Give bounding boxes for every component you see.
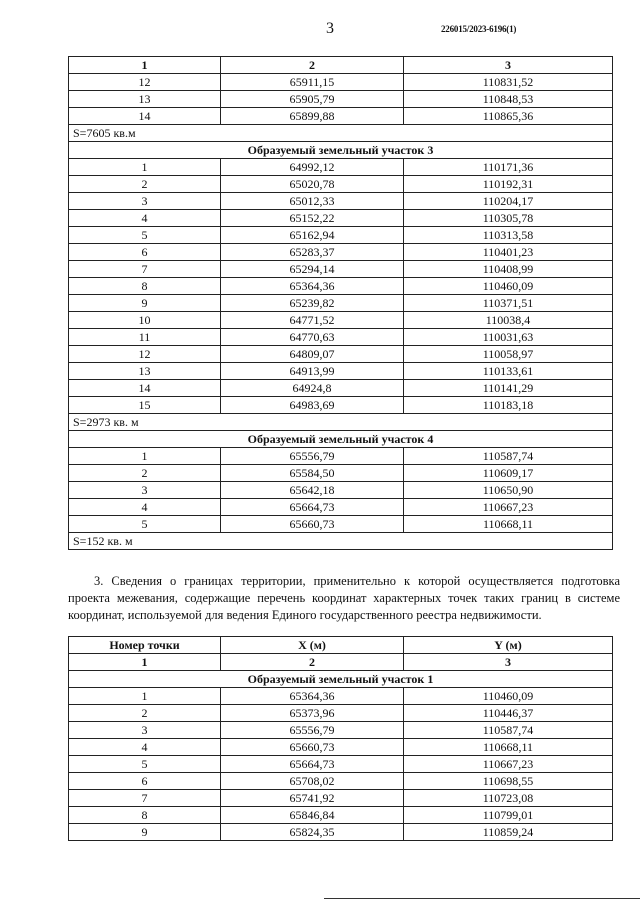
- point-number-cell: 6: [69, 773, 221, 790]
- table-row: [69, 380, 613, 397]
- y-coordinate-cell: 110038,4: [404, 312, 613, 329]
- section-title: Образуемый земельный участок 1: [69, 671, 613, 688]
- y-coordinate-cell: 110865,36: [404, 108, 613, 125]
- section-row: [69, 671, 613, 688]
- table-row: [69, 329, 613, 346]
- y-coordinate-cell: 110667,23: [404, 499, 613, 516]
- table-row: [69, 773, 613, 790]
- table-row: [69, 722, 613, 739]
- table-row: [69, 739, 613, 756]
- area-row: [69, 533, 613, 550]
- y-coordinate-cell: 110058,97: [404, 346, 613, 363]
- y-coordinate-cell: 110192,31: [404, 176, 613, 193]
- x-coordinate-cell: 64983,69: [221, 397, 404, 414]
- x-coordinate-cell: 65020,78: [221, 176, 404, 193]
- point-number-cell: 12: [69, 74, 221, 91]
- x-coordinate-cell: 65664,73: [221, 756, 404, 773]
- y-coordinate-cell: 110204,17: [404, 193, 613, 210]
- area-row: [69, 414, 613, 431]
- table-row: [69, 91, 613, 108]
- point-number-cell: 10: [69, 312, 221, 329]
- y-coordinate-cell: 110723,08: [404, 790, 613, 807]
- point-number-cell: 3: [69, 193, 221, 210]
- y-coordinate-cell: 110305,78: [404, 210, 613, 227]
- x-coordinate-cell: 64771,52: [221, 312, 404, 329]
- column-number-cell: 1: [69, 57, 221, 74]
- area-row: [69, 125, 613, 142]
- y-coordinate-cell: 110667,23: [404, 756, 613, 773]
- coordinates-table-continued: [68, 56, 613, 550]
- point-number-cell: 9: [69, 295, 221, 312]
- header-row: [69, 637, 613, 654]
- x-coordinate-cell: 64924,8: [221, 380, 404, 397]
- point-number-cell: 13: [69, 363, 221, 380]
- table-row: [69, 244, 613, 261]
- table-row: [69, 210, 613, 227]
- table-row: [69, 465, 613, 482]
- table-row: [69, 176, 613, 193]
- point-number-cell: 2: [69, 705, 221, 722]
- point-number-cell: 14: [69, 380, 221, 397]
- column-number-cell: 3: [404, 57, 613, 74]
- point-number-cell: 5: [69, 516, 221, 533]
- x-coordinate-cell: 65899,88: [221, 108, 404, 125]
- y-coordinate-cell: 110401,23: [404, 244, 613, 261]
- point-number-cell: 4: [69, 739, 221, 756]
- column-number-cell: 1: [69, 654, 221, 671]
- table-row: [69, 756, 613, 773]
- y-coordinate-cell: 110668,11: [404, 516, 613, 533]
- section-row: [69, 142, 613, 159]
- point-number-cell: 6: [69, 244, 221, 261]
- x-coordinate-cell: 65556,79: [221, 448, 404, 465]
- point-number-cell: 1: [69, 688, 221, 705]
- y-coordinate-cell: 110698,55: [404, 773, 613, 790]
- y-coordinate-cell: 110446,37: [404, 705, 613, 722]
- table-row: [69, 227, 613, 244]
- section-title: Образуемый земельный участок 3: [69, 142, 613, 159]
- section-3-paragraph: [68, 573, 620, 624]
- table-row: [69, 193, 613, 210]
- column-header: X (м): [221, 637, 404, 654]
- y-coordinate-cell: 110587,74: [404, 448, 613, 465]
- column-number-cell: 3: [404, 654, 613, 671]
- table-row: [69, 499, 613, 516]
- x-coordinate-cell: 65642,18: [221, 482, 404, 499]
- point-number-cell: 4: [69, 210, 221, 227]
- point-number-cell: 7: [69, 790, 221, 807]
- point-number-cell: 15: [69, 397, 221, 414]
- x-coordinate-cell: 65905,79: [221, 91, 404, 108]
- column-header: Y (м): [404, 637, 613, 654]
- column-number-cell: 2: [221, 654, 404, 671]
- table-row: [69, 74, 613, 91]
- x-coordinate-cell: 65373,96: [221, 705, 404, 722]
- x-coordinate-cell: 65364,36: [221, 278, 404, 295]
- table-row: [69, 516, 613, 533]
- y-coordinate-cell: 110313,58: [404, 227, 613, 244]
- y-coordinate-cell: 110859,24: [404, 824, 613, 841]
- document-id: 226015/2023-6196(1): [441, 24, 517, 34]
- area-label: S=152 кв. м: [69, 533, 613, 550]
- x-coordinate-cell: 65708,02: [221, 773, 404, 790]
- table-row: [69, 705, 613, 722]
- y-coordinate-cell: 110371,51: [404, 295, 613, 312]
- x-coordinate-cell: 64770,63: [221, 329, 404, 346]
- x-coordinate-cell: 65584,50: [221, 465, 404, 482]
- y-coordinate-cell: 110799,01: [404, 807, 613, 824]
- paragraph-text: 3. Сведения о границах территории, применительно к которой осуществляется подготовка проекта межевания, содержащие перечень координат характерных точек таких границ в системе координат, используемой для ведения Единого государственного реестра недвижимости.: [68, 574, 620, 622]
- x-coordinate-cell: 65294,14: [221, 261, 404, 278]
- x-coordinate-cell: 64809,07: [221, 346, 404, 363]
- point-number-cell: 12: [69, 346, 221, 363]
- x-coordinate-cell: 65283,37: [221, 244, 404, 261]
- x-coordinate-cell: 65824,35: [221, 824, 404, 841]
- point-number-cell: 3: [69, 482, 221, 499]
- page-number: 3: [326, 20, 334, 37]
- section-row: [69, 431, 613, 448]
- y-coordinate-cell: 110831,52: [404, 74, 613, 91]
- x-coordinate-cell: 65152,22: [221, 210, 404, 227]
- boundary-coordinates-table: [68, 636, 613, 841]
- table-row: [69, 807, 613, 824]
- column-number-row: [69, 57, 613, 74]
- point-number-cell: 5: [69, 756, 221, 773]
- y-coordinate-cell: 110650,90: [404, 482, 613, 499]
- x-coordinate-cell: 65846,84: [221, 807, 404, 824]
- x-coordinate-cell: 65741,92: [221, 790, 404, 807]
- y-coordinate-cell: 110133,61: [404, 363, 613, 380]
- point-number-cell: 1: [69, 448, 221, 465]
- y-coordinate-cell: 110848,53: [404, 91, 613, 108]
- column-header: Номер точки: [69, 637, 221, 654]
- x-coordinate-cell: 65556,79: [221, 722, 404, 739]
- y-coordinate-cell: 110408,99: [404, 261, 613, 278]
- table-row: [69, 397, 613, 414]
- point-number-cell: 2: [69, 465, 221, 482]
- x-coordinate-cell: 65162,94: [221, 227, 404, 244]
- x-coordinate-cell: 65660,73: [221, 739, 404, 756]
- point-number-cell: 8: [69, 807, 221, 824]
- y-coordinate-cell: 110141,29: [404, 380, 613, 397]
- x-coordinate-cell: 64913,99: [221, 363, 404, 380]
- table-row: [69, 448, 613, 465]
- x-coordinate-cell: 65664,73: [221, 499, 404, 516]
- point-number-cell: 4: [69, 499, 221, 516]
- point-number-cell: 14: [69, 108, 221, 125]
- y-coordinate-cell: 110171,36: [404, 159, 613, 176]
- point-number-cell: 3: [69, 722, 221, 739]
- table-row: [69, 312, 613, 329]
- x-coordinate-cell: 65660,73: [221, 516, 404, 533]
- table-row: [69, 278, 613, 295]
- area-label: S=2973 кв. м: [69, 414, 613, 431]
- x-coordinate-cell: 65364,36: [221, 688, 404, 705]
- table-row: [69, 108, 613, 125]
- table-row: [69, 790, 613, 807]
- y-coordinate-cell: 110460,09: [404, 278, 613, 295]
- area-label: S=7605 кв.м: [69, 125, 613, 142]
- table-row: [69, 363, 613, 380]
- footer-rule: [324, 898, 640, 899]
- point-number-cell: 13: [69, 91, 221, 108]
- y-coordinate-cell: 110668,11: [404, 739, 613, 756]
- point-number-cell: 9: [69, 824, 221, 841]
- column-number-cell: 2: [221, 57, 404, 74]
- x-coordinate-cell: 65012,33: [221, 193, 404, 210]
- table-row: [69, 261, 613, 278]
- point-number-cell: 7: [69, 261, 221, 278]
- y-coordinate-cell: 110460,09: [404, 688, 613, 705]
- column-number-row: [69, 654, 613, 671]
- table-row: [69, 824, 613, 841]
- x-coordinate-cell: 65239,82: [221, 295, 404, 312]
- y-coordinate-cell: 110183,18: [404, 397, 613, 414]
- point-number-cell: 1: [69, 159, 221, 176]
- section-title: Образуемый земельный участок 4: [69, 431, 613, 448]
- table-row: [69, 688, 613, 705]
- y-coordinate-cell: 110031,63: [404, 329, 613, 346]
- table-row: [69, 346, 613, 363]
- table-row: [69, 482, 613, 499]
- point-number-cell: 11: [69, 329, 221, 346]
- y-coordinate-cell: 110587,74: [404, 722, 613, 739]
- point-number-cell: 5: [69, 227, 221, 244]
- point-number-cell: 2: [69, 176, 221, 193]
- point-number-cell: 8: [69, 278, 221, 295]
- x-coordinate-cell: 65911,15: [221, 74, 404, 91]
- y-coordinate-cell: 110609,17: [404, 465, 613, 482]
- x-coordinate-cell: 64992,12: [221, 159, 404, 176]
- table-row: [69, 295, 613, 312]
- table-row: [69, 159, 613, 176]
